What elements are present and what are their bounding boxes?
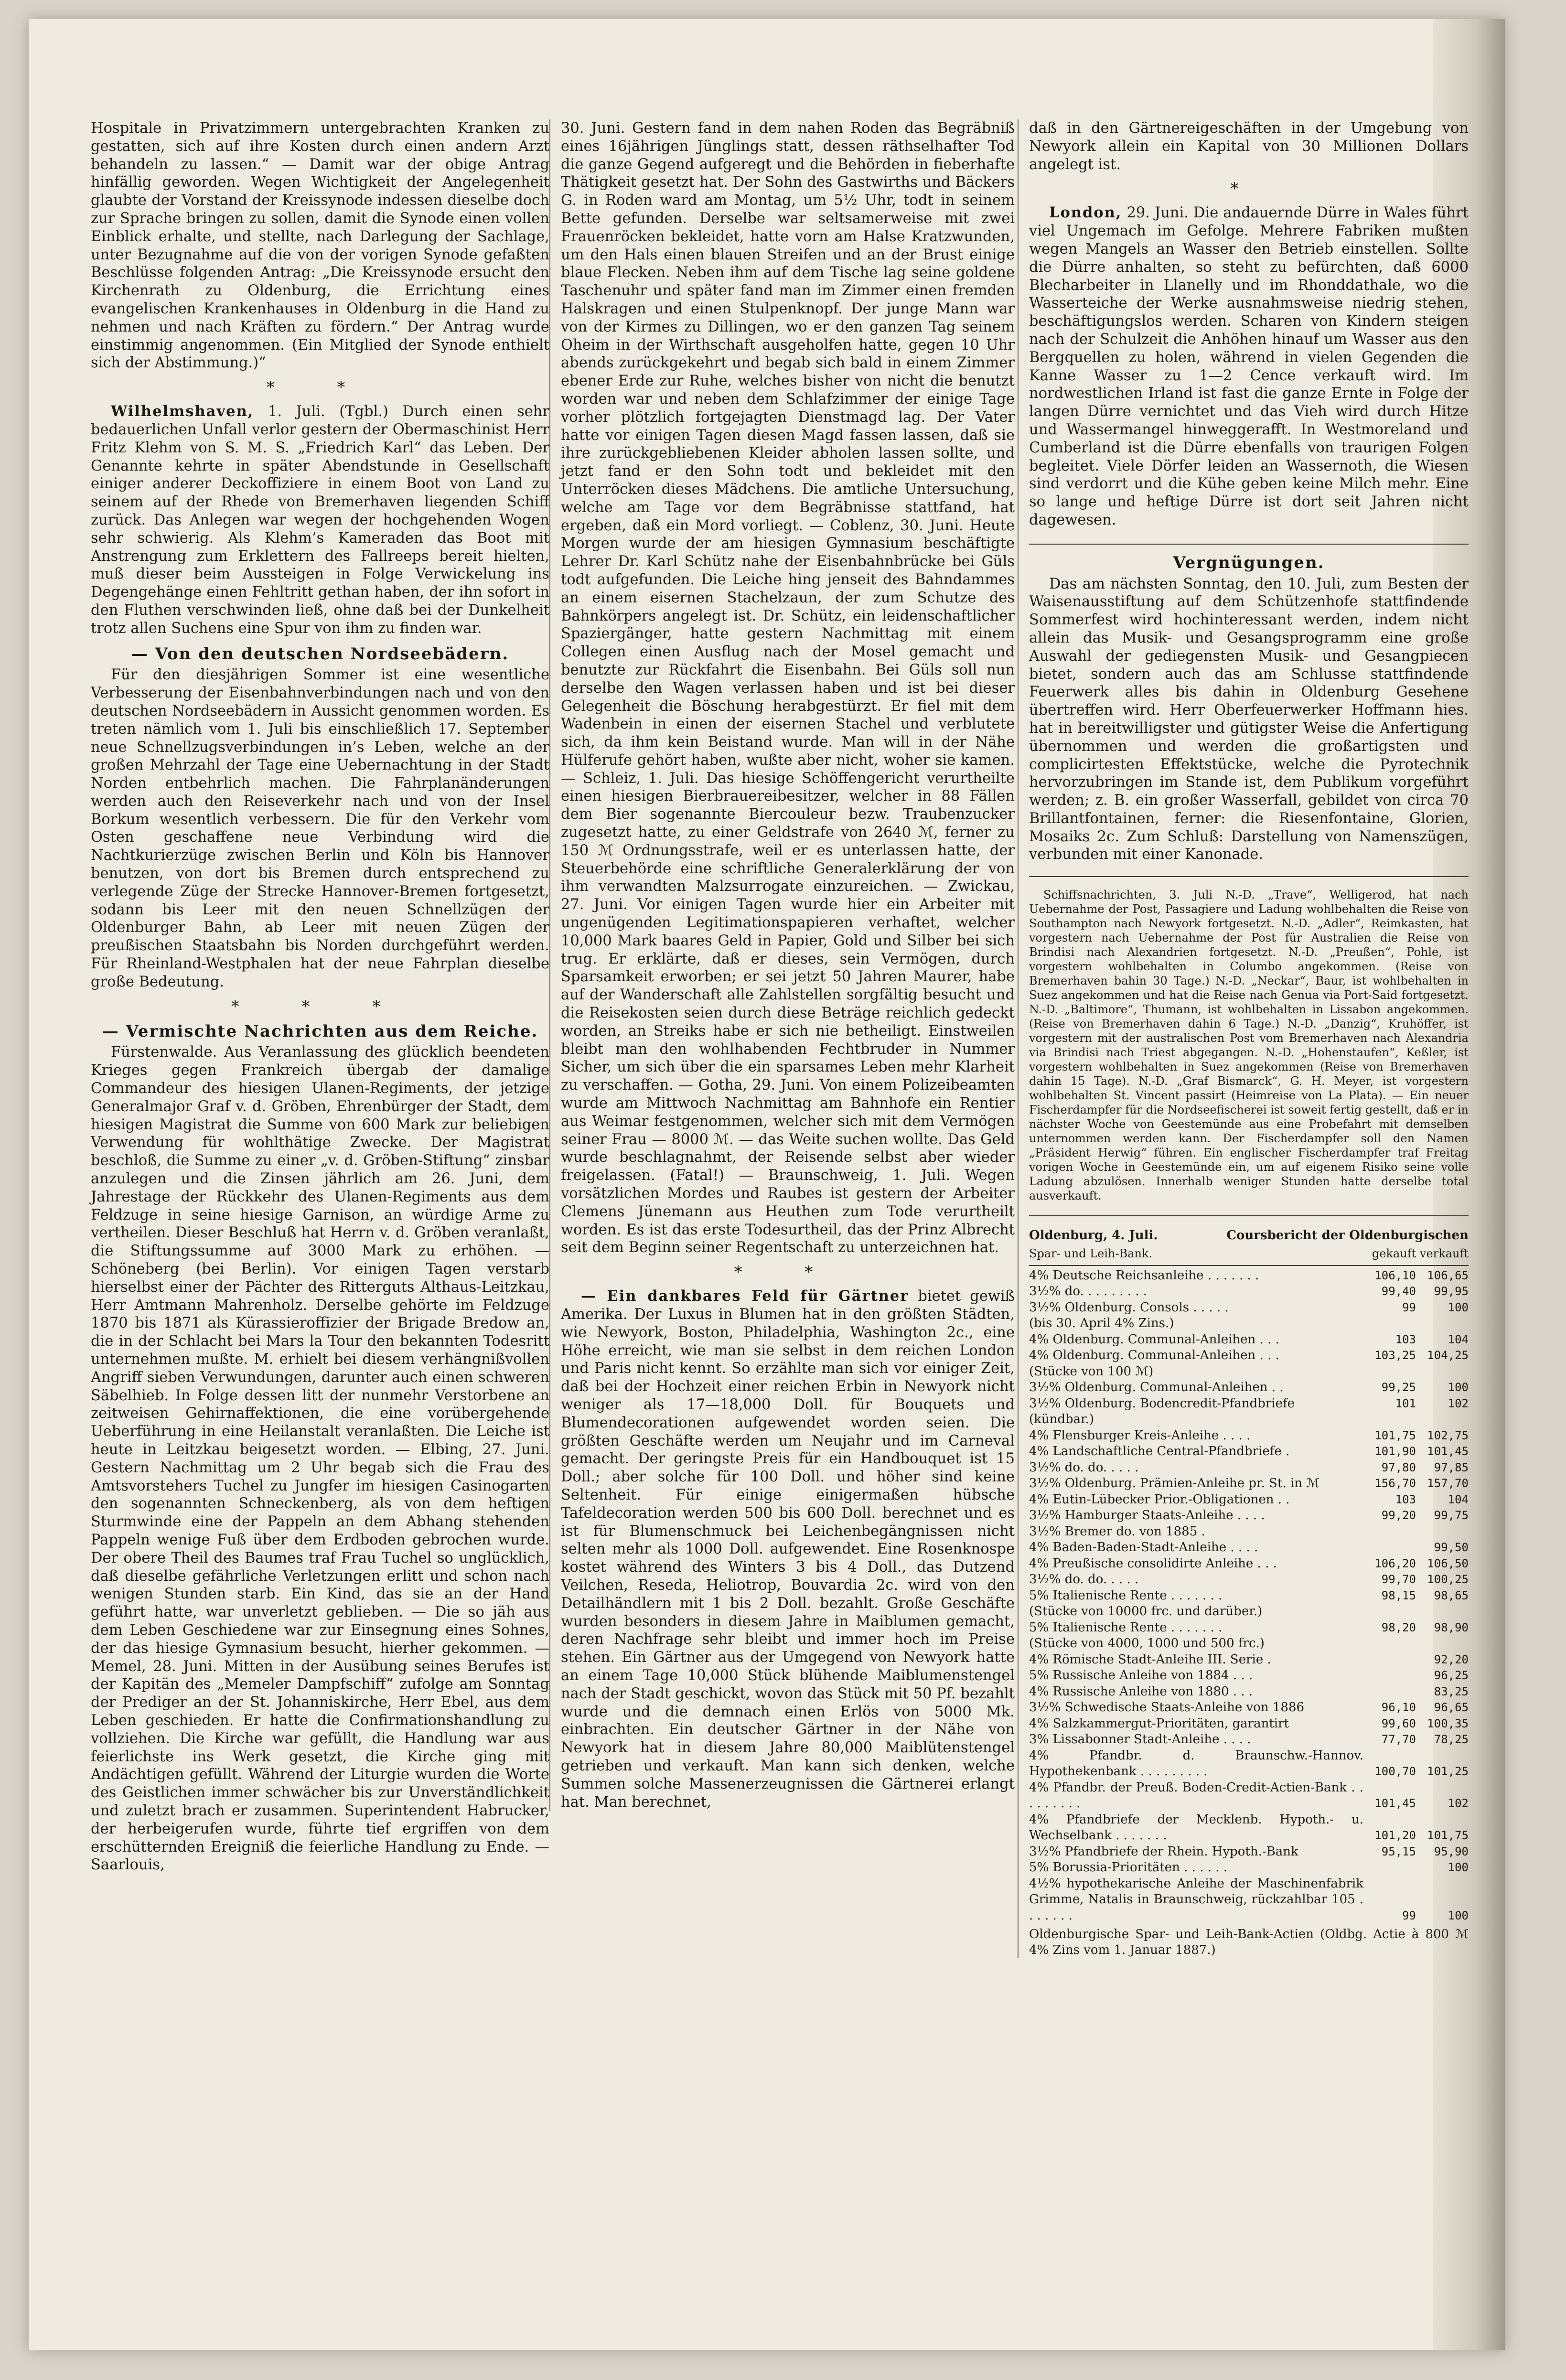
rates-bought-value: 99,25 bbox=[1381, 1381, 1416, 1394]
column-3 bbox=[1018, 119, 1469, 1958]
rates-row bbox=[1029, 1316, 1469, 1332]
rates-row bbox=[1029, 1540, 1469, 1556]
ship-news bbox=[1029, 888, 1469, 1203]
heading-dankbares-feld: — Ein dankbares Feld für Gärtner bbox=[581, 1287, 909, 1305]
rates-sold-value: 96,65 bbox=[1434, 1701, 1469, 1715]
rates-security-name: 5% Italienische Rente . . . . . . . bbox=[1029, 1620, 1223, 1635]
rates-bought-value bbox=[1363, 1860, 1416, 1876]
rates-bought-value: 100,70 bbox=[1374, 1765, 1416, 1779]
rates-sold-value: 104,25 bbox=[1427, 1349, 1469, 1362]
rates-sold-value: 101,45 bbox=[1427, 1445, 1469, 1458]
rates-row bbox=[1029, 1812, 1469, 1844]
rates-security-name: (Stücke von 10000 frc. und darüber.) bbox=[1029, 1604, 1263, 1619]
article-wilhelmshaven bbox=[91, 403, 549, 637]
rates-row bbox=[1029, 1860, 1469, 1876]
rates-security-name: 3½% do. do. . . . . bbox=[1029, 1572, 1139, 1587]
rates-row bbox=[1029, 1348, 1469, 1364]
rates-row bbox=[1029, 1668, 1469, 1684]
article-gaertner-end: daß in den Gärtnereigeschäften in der Umgebung von Newyork allein ein Kapital von 30 Millionen Dollars angelegt ist. bbox=[1029, 120, 1469, 173]
rates-sold-value: 98,65 bbox=[1434, 1588, 1469, 1602]
rates-bought-value: 98,20 bbox=[1381, 1620, 1416, 1634]
article-synod-end: Hospitale in Privatzimmern untergebrachten Kranken zu gestatten, sich auf ihre Kosten durch einen andern Arzt behandeln zu lassen.“ — Damit war der obige Antrag hinfällig geworden. Wegen Wichtigkeit der Angelegenheit glaubte der Vorstand der Kreissynode indessen dieselbe doch zur Sprache bringen zu sollen, damit die Synode einen vollen Einblick erhalte, und stellte, nach Darlegung der Sachlage, unter Bezugnahme auf die von der vorigen Synode gefaßten Beschlüsse folgenden Antrag: „Die Kreissynode ersucht den Kirchenrath zu Oldenburg, die Errichtung eines evangelischen Krankenhauses in Oldenburg in die Hand zu nehmen und nach Kräften zu fördern.“ Der Antrag wurde einstimmig angenommen. (Ein Mitglied der Synode enthielt sich der Abstimmung.)“ bbox=[91, 120, 549, 372]
rates-row bbox=[1029, 1844, 1469, 1860]
rates-bought-value bbox=[1363, 1540, 1416, 1556]
rates-row bbox=[1029, 1460, 1469, 1476]
rates-security-name: (kündbar.) bbox=[1029, 1412, 1094, 1427]
rates-row bbox=[1029, 1780, 1469, 1812]
rates-security-name: 4% Flensburger Kreis-Anleihe . . . . bbox=[1029, 1428, 1251, 1443]
rates-row bbox=[1029, 1604, 1469, 1620]
rates-security-name: 4% Eutin-Lübecker Prior.-Obligationen . . bbox=[1029, 1492, 1290, 1507]
rates-bought-value: 101,90 bbox=[1374, 1445, 1416, 1458]
rates-row bbox=[1029, 1652, 1469, 1668]
rates-header bbox=[1029, 1227, 1469, 1245]
rates-sold-value: 83,25 bbox=[1434, 1684, 1469, 1698]
rates-bought-value: 101,20 bbox=[1374, 1829, 1416, 1843]
rates-bought-value: 99,60 bbox=[1381, 1716, 1416, 1730]
rates-bought-value bbox=[1363, 1668, 1416, 1684]
rates-sold-value: 100 bbox=[1448, 1300, 1469, 1314]
rates-sold-value: 100 bbox=[1448, 1861, 1469, 1875]
rates-place: Oldenburg, 4. Juli. bbox=[1029, 1228, 1158, 1243]
rates-security-name: 5% Italienische Rente . . . . . . . bbox=[1029, 1588, 1223, 1603]
rates-bought-value: 77,70 bbox=[1381, 1733, 1416, 1747]
rates-security-name: 3½% Schwedische Staats-Anleihe von 1886 bbox=[1029, 1700, 1305, 1715]
rates-sold-value bbox=[1416, 1636, 1469, 1652]
rates-row bbox=[1029, 1396, 1469, 1412]
rates-bought-value bbox=[1363, 1636, 1416, 1652]
rates-row bbox=[1029, 1748, 1469, 1780]
rates-security-name: 4% Deutsche Reichsanleihe . . . . . . . bbox=[1029, 1268, 1259, 1283]
rates-columns bbox=[1372, 1245, 1469, 1263]
rates-sold-value: 102 bbox=[1448, 1396, 1469, 1410]
rates-bought-value: 97,80 bbox=[1381, 1460, 1416, 1474]
rates-security-name: 5% Russische Anleihe von 1884 . . . bbox=[1029, 1668, 1253, 1683]
article-vermischte-nachrichten: Fürstenwalde. Aus Veranlassung des glücklich beendeten Krieges gegen Frankreich übergab der damalige Commandeur des hiesigen Ulanen-Regiments, der jetzige Generalmajor Graf v. d. Gröben, Ehrenbürger der Stadt, dem hiesigen Magistrat die Summe von 600 Mark zur beliebigen Verwendung für wohlthätige Zwecke. Der Magistrat beschloß, die Summe zu einer „v. d. Gröben-Stiftung“ zinsbar anzulegen und die Zinsen jährlich am 26. Juni, dem Jahrestage der Rückkehr des Ulanen-Regiments aus dem Feldzuge in seine hiesige Garnison, an würdige Arme zu vertheilen. Dieser Beschluß hat Herrn v. d. Gröben veranlaßt, die Stiftungssumme auf 3000 Mark zu erhöhen. — Schöneberg (bei Berlin). Vor einigen Tagen verstarb hierselbst einer der Pächter des Ritterguts Althaus-Leitzkau, Herr Amtmann Mahrenholz. Derselbe gehörte im Feldzuge 1870 bis 1871 als Kürassieroffizier der Brigade Bredow an, die in der Schlacht bei Mars la Tour den bekannten Todesritt unternehmen mußte. M. erhielt bei diesem verhängnißvollen Angriff sieben Verwundungen, darunter auch einen schweren Säbelhieb. In Folge dessen litt der nunmehr Verstorbene an zeitweisen Gehirnaffektionen, die eine vorübergehende Ueberführung in eine Heilanstalt veranlaßten. Die Leiche ist heute in Leitzkau beigesetzt worden. — Elbing, 27. Juni. Gestern Nachmittag um 2 Uhr begab sich die Frau des Amtsvorstehers Tuchel zu Jungfer im hiesigen Casinogarten den sogenannten Schneckenberg, als von dem heftigen Sturmwinde eine der Pappeln an dem Abhang stehenden Pappeln wenige Fuß über dem Erdboden gebrochen wurde. Der obere Theil des Baumes traf Frau Tuchel so unglücklich, daß dieselbe gefährliche Verletzungen erlitt und schon nach wenigen Stunden starb. Ein Kind, das sie an der Hand geführt hatte, war unverletzt geblieben. — Die so jäh aus dem Leben Geschiedene war zur Einsegnung eines Sohnes, der das hiesige Gymnasium besucht, hierher gekommen. — Memel, 28. Juni. Mitten in der Ausübung seines Berufes ist der Kapitän des „Memeler Dampfschiff“ zufolge am Sonntag der Prediger an der St. Johanniskirche, Herr Ebel, aus dem Leben geschieden. Er hatte die Confirmationshandlung zu vollziehen. Die Kirche war gefüllt, die Handlung war aus feierlichste ins Werk gesetzt, die Kirche ging mit Andächtigen gefüllt. Während der Liturgie wurden die Worte des Geistlichen immer schwächer bis zur Unverständlichkeit und zuletzt brach er zusammen. Superintendent Habrucker, der herbeigerufen wurde, führte tief ergriffen von dem erschütternden Ereigniß die feierliche Handlung zu Ende. — Saarlouis, bbox=[91, 1044, 549, 1874]
rates-row bbox=[1029, 1508, 1469, 1524]
rates-security-name: 4% Preußische consolidirte Anleihe . . . bbox=[1029, 1556, 1277, 1571]
rates-row bbox=[1029, 1700, 1469, 1716]
rates-col-sold: verkauft bbox=[1419, 1247, 1469, 1261]
rates-row bbox=[1029, 1524, 1469, 1540]
rates-sold-value: 101,25 bbox=[1427, 1765, 1469, 1779]
rates-bought-value: 99,20 bbox=[1381, 1509, 1416, 1522]
rates-bought-value bbox=[1363, 1604, 1416, 1620]
section-separator: * * bbox=[266, 378, 374, 397]
rates-sold-value bbox=[1416, 1364, 1469, 1380]
rates-bought-value: 103 bbox=[1395, 1332, 1416, 1346]
rates-security-name: 3½% do. do. . . . . bbox=[1029, 1460, 1139, 1475]
rates-sold-value: 106,50 bbox=[1427, 1556, 1469, 1570]
rates-row bbox=[1029, 1268, 1469, 1284]
rates-security-name: 4% Landschaftliche Central-Pfandbriefe . bbox=[1029, 1444, 1290, 1459]
article-wilhelmshaven-text: 1. Juli. (Tgbl.) Durch einen sehr bedauerlichen Unfall verlor gestern der Obermaschinist Herr Fritz Klehm von S. M. S. „Friedrich Karl“ das Leben. Der Genannte kehrte in später Abendstunde in Gesellschaft einiger anderer Deckoffiziere in einem Boot von Land zu seinem auf der Rhede von Bremerhaven liegenden Schiff zurück. Das Anlegen war wegen der hochgehenden Wogen sehr schwierig. Als Klehm’s Kameraden das Boot mit Anstrengung zum Erklettern des Fallreeps bereit hielten, muß dieser beim Aussteigen in Folge Verwickelung ins Degengehänge einen Fehltritt gethan haben, der ihn sofort in den Fluthen verschwinden ließ, ohne daß bei der Dunkelheit trotz allen Suchens eine Spur von ihm zu finden war. bbox=[91, 403, 549, 637]
rates-row bbox=[1029, 1412, 1469, 1428]
rates-bought-value: 103,25 bbox=[1374, 1349, 1416, 1362]
rates-sold-value: 97,85 bbox=[1434, 1460, 1469, 1474]
rates-sold-value: 104 bbox=[1448, 1492, 1469, 1506]
rates-bought-value bbox=[1363, 1524, 1416, 1540]
rates-bought-value: 156,70 bbox=[1374, 1477, 1416, 1490]
article-gaertner bbox=[561, 1287, 1015, 1811]
rates-security-name: 4% Oldenburg. Communal-Anleihen . . . bbox=[1029, 1348, 1279, 1363]
rates-security-name: 4% Pfandbriefe der Mecklenb. Hypoth.- u. Wechselbank . . . . . . . bbox=[1029, 1812, 1363, 1843]
rates-sold-value: 157,70 bbox=[1427, 1477, 1469, 1490]
rates-security-name: 3½% Oldenburg. Communal-Anleihen . . bbox=[1029, 1380, 1284, 1395]
rates-bought-value bbox=[1363, 1412, 1416, 1428]
divider bbox=[1029, 1215, 1469, 1216]
rates-sold-value bbox=[1416, 1316, 1469, 1332]
newspaper-page bbox=[29, 19, 1505, 2350]
rates-footer: Oldenburgische Spar- und Leih-Bank-Actien (Oldbg. Actie à 800 ℳ 4% Zins vom 1. Januar 1887.) bbox=[1029, 1927, 1469, 1958]
rates-sold-value: 101,75 bbox=[1427, 1829, 1469, 1843]
rates-bought-value: 101,45 bbox=[1374, 1797, 1416, 1811]
rates-row bbox=[1029, 1444, 1469, 1460]
rates-security-name: 3% Lissabonner Stadt-Anleihe . . . . bbox=[1029, 1732, 1251, 1747]
exchange-rates bbox=[1029, 1227, 1469, 1958]
rates-security-name: 3½% Oldenburg. Bodencredit-Pfandbriefe bbox=[1029, 1396, 1295, 1411]
rates-bought-value: 106,10 bbox=[1374, 1268, 1416, 1282]
rates-security-name: 3½% Pfandbriefe der Rhein. Hypoth.-Bank bbox=[1029, 1844, 1298, 1859]
rates-subheader bbox=[1029, 1245, 1469, 1266]
rates-row bbox=[1029, 1300, 1469, 1316]
rates-row bbox=[1029, 1476, 1469, 1492]
rates-row bbox=[1029, 1684, 1469, 1700]
rates-sold-value: 100,35 bbox=[1427, 1716, 1469, 1730]
divider bbox=[1029, 876, 1469, 877]
rates-bought-value: 106,20 bbox=[1374, 1556, 1416, 1570]
rates-bought-value: 99,40 bbox=[1381, 1285, 1416, 1298]
dateline-wilhelmshaven: Wilhelmshaven, bbox=[111, 403, 254, 420]
rates-security-name: 3½% Bremer do. von 1885 . bbox=[1029, 1524, 1205, 1539]
rates-sold-value: 102 bbox=[1448, 1797, 1469, 1811]
rates-sold-value: 106,65 bbox=[1427, 1268, 1469, 1282]
rates-bought-value: 95,15 bbox=[1381, 1844, 1416, 1858]
rates-bought-value: 103 bbox=[1395, 1492, 1416, 1506]
rates-col-bought: gekauft bbox=[1372, 1247, 1416, 1261]
rates-security-name: 4% Russische Anleihe von 1880 . . . bbox=[1029, 1684, 1253, 1699]
rates-security-name: 4% Pfandbr. der Preuß. Boden-Credit-Actien-Bank . . . . . . . . . bbox=[1029, 1780, 1363, 1811]
rates-security-name: 5% Borussia-Prioritäten . . . . . . bbox=[1029, 1860, 1228, 1875]
rates-row bbox=[1029, 1380, 1469, 1396]
rates-bought-value: 101 bbox=[1395, 1396, 1416, 1410]
rates-sold-value bbox=[1416, 1604, 1469, 1620]
rates-bought-value: 101,75 bbox=[1374, 1428, 1416, 1442]
rates-security-name: 4% Salzkammergut-Prioritäten, garantirt bbox=[1029, 1716, 1289, 1731]
heading-nordseebaeder: — Von den deutschen Nordseebädern. bbox=[131, 644, 509, 664]
rates-sold-value: 100 bbox=[1448, 1908, 1469, 1922]
rates-security-name: 4½% hypothekarische Anleihe der Maschinenfabrik Grimme, Natalis in Braunschweig, rückzahlbar 105 . . . . . . . bbox=[1029, 1876, 1363, 1923]
rates-title: Coursbericht der Oldenburgischen bbox=[1226, 1228, 1469, 1243]
rates-row bbox=[1029, 1572, 1469, 1588]
rates-security-name: (Stücke von 100 ℳ) bbox=[1029, 1364, 1154, 1379]
rates-security-name: 3½% Hamburger Staats-Anleihe . . . . bbox=[1029, 1508, 1265, 1523]
rates-bought-value bbox=[1363, 1316, 1416, 1332]
rates-row bbox=[1029, 1556, 1469, 1572]
rates-row bbox=[1029, 1620, 1469, 1636]
rates-security-name: 4% Oldenburg. Communal-Anleihen . . . bbox=[1029, 1332, 1279, 1347]
rates-row bbox=[1029, 1876, 1469, 1924]
rates-sold-value: 100 bbox=[1448, 1381, 1469, 1394]
rates-security-name: (Stücke von 4000, 1000 und 500 frc.) bbox=[1029, 1636, 1265, 1651]
rates-bought-value bbox=[1363, 1684, 1416, 1700]
section-separator: * * * bbox=[231, 997, 409, 1016]
rates-row bbox=[1029, 1732, 1469, 1748]
heading-vergnuegungen: Vergnügungen. bbox=[1029, 544, 1469, 572]
article-london bbox=[1029, 204, 1469, 529]
section-separator: * * bbox=[734, 1263, 842, 1282]
section-separator: * bbox=[1230, 179, 1267, 199]
rates-bought-value: 99 bbox=[1402, 1300, 1416, 1314]
rates-table bbox=[1029, 1268, 1469, 1924]
rates-row bbox=[1029, 1588, 1469, 1604]
rates-row bbox=[1029, 1492, 1469, 1508]
rates-bank: Spar- und Leih-Bank. bbox=[1029, 1247, 1153, 1261]
rates-sold-value bbox=[1416, 1524, 1469, 1540]
rates-bought-value: 99,70 bbox=[1381, 1573, 1416, 1587]
rates-security-name: 4% Römische Stadt-Anleihe III. Serie . bbox=[1029, 1652, 1271, 1667]
rates-security-name: 3½% Oldenburg. Consols . . . . . bbox=[1029, 1300, 1229, 1315]
column-1 bbox=[91, 119, 549, 1874]
rates-sold-value: 102,75 bbox=[1427, 1428, 1469, 1442]
rates-sold-value: 100,25 bbox=[1427, 1573, 1469, 1587]
rates-row bbox=[1029, 1716, 1469, 1732]
rates-sold-value bbox=[1416, 1412, 1469, 1428]
rates-security-name: (bis 30. April 4% Zins.) bbox=[1029, 1316, 1174, 1331]
rates-security-name: 3½% do. . . . . . . . . bbox=[1029, 1284, 1148, 1299]
rates-row bbox=[1029, 1428, 1469, 1444]
rates-sold-value: 96,25 bbox=[1434, 1669, 1469, 1683]
rates-row bbox=[1029, 1332, 1469, 1348]
article-london-text: 29. Juni. Die andauernde Dürre in Wales führt viel Ungemach im Gefolge. Mehrere Fabriken mußten wegen Mangels an Wasser den Betrieb einstellen. Sollte die Dürre anhalten, so steht zu befürchten, daß 6000 Blecharbeiter in Llanelly und im Rhonddathale, wo die Wasserteiche der Werke ausnahmsweise niedrig stehen, beschäftigungslos werden. Scharen von Kindern steigen nach der Schulzeit die Anhöhen hinauf um Wasser aus den Bergquellen zu holen, während in vielen Gegenden die Kanne Wasser zu 1—2 Cence verkauft wird. Im nordwestlichen Irland ist fast die ganze Ernte in Folge der langen Dürre vernichtet und das Vieh wird durch Hitze und Wassermangel hinweggerafft. In Westmoreland und Cumberland ist die Dürre ebenfalls von traurigen Folgen begleitet. Viele Dörfer leiden an Wassernoth, die Wiesen sind verdorrt und die Kühe geben keine Milch mehr. Eine so lange und heftige Dürre ist dort seit Jahren nicht dagewesen. bbox=[1029, 204, 1469, 528]
rates-sold-value: 95,90 bbox=[1434, 1844, 1469, 1858]
rates-sold-value: 92,20 bbox=[1434, 1652, 1469, 1666]
dateline-london: London, bbox=[1049, 204, 1122, 222]
column-2 bbox=[549, 119, 1015, 1811]
rates-sold-value: 99,50 bbox=[1434, 1541, 1469, 1555]
ship-news-text: Schiffsnachrichten, 3. Juli N.-D. „Trave“, Welligerod, hat nach Uebernahme der Post, Passagiere und Ladung wohlbehalten die Reise von Southampton nach Newyork fortgesetzt. N.-D. „Adler“, Reimkasten, hat vorgestern nach Uebernahme der Post für Australien die Reise von Brindisi nach Alexandrien fortgesetzt. N.-D. „Preußen“, Pohle, ist vorgestern wohlbehalten in Columbo angekommen. (Reise von Bremerhaven bahin 30 Tage.) N.-D. „Neckar“, Baur, ist wohlbehalten in Suez angekommen und hat die Reise nach Genua via Port-Said fortgesetzt. N.-D. „Baltimore“, Thumann, ist wohlbehalten in Lissabon angekommen. (Reise von Bremerhaven dahin 6 Tage.) N.-D. „Danzig“, Kruhöffer, ist vorgestern mit der australischen Post vom Bremerhaven nach Alexandria via Brindisi nach Triest abgegangen. N.-D. „Hohenstaufen“, Keßler, ist vorgestern wohlbehalten in Suez angekommen (Reise von Bremerhaven dahin 15 Tage). N.-D. „Graf Bismarck“, G. H. Meyer, ist vorgestern wohlbehalten St. Vincent passirt (Heimreise von La Plata). — Ein neuer Fischerdampfer für die Nordseefischerei ist soweit fertig gestellt, daß er in nächster Woche von Geestemünde aus eine Probefahrt mit demselben unternommen werden kann. Der Fischerdampfer soll den Namen „Präsident Herwig“ führen. Ein englischer Fischerdampfer traf Freitag vorigen Woche in Geestemünde ein, um auf eigenem Risiko seine volle Ladung abzulösen. Innerhalb weniger Stunden hatte derselbe total ausverkauft. bbox=[1029, 888, 1469, 1203]
rates-bought-value: 99 bbox=[1402, 1908, 1416, 1922]
article-nordseebaeder: Für den diesjährigen Sommer ist eine wesentliche Verbesserung der Eisenbahnverbindungen nach und von den deutschen Nordseebädern in Aussicht genommen worden. Es treten nämlich vom 1. Juli bis einschließlich 17. September neue Schnellzugsverbindungen in’s Leben, welche an der großen Mehrzahl der Tage eine Uebernachtung in der Stadt Norden entbehrlich machen. Die Fahrplanänderungen werden auch den Reiseverkehr nach und von der Insel Borkum wesentlich verbessern. Die für den Verkehr vom Osten geschaffene neue Verbindung wird die Nachtkurierzüge zwischen Berlin und Köln bis Hannover benutzen, von dort bis Bremen durch entsprechend zu verlegende Züge der Strecke Hannover-Bremen fortgesetzt, sodann bis Leer mit den neuen Schnellzügen der Oldenburger Bahn, ab Leer mit neuen Zügen der preußischen Staatsbahn bis Norden durchgeführt werden. Für Rheinland-Westphalen hat der neue Fahrplan dieselbe große Bedeutung. bbox=[91, 666, 549, 990]
rates-bought-value bbox=[1363, 1364, 1416, 1380]
rates-row bbox=[1029, 1364, 1469, 1380]
rates-security-name: 3½% Oldenburg. Prämien-Anleihe pr. St. in ℳ bbox=[1029, 1476, 1320, 1491]
rates-security-name: 4% Baden-Baden-Stadt-Anleihe . . . . bbox=[1029, 1540, 1258, 1555]
rates-sold-value: 104 bbox=[1448, 1332, 1469, 1346]
rates-row bbox=[1029, 1284, 1469, 1300]
rates-row bbox=[1029, 1636, 1469, 1652]
rates-sold-value: 99,75 bbox=[1434, 1509, 1469, 1522]
article-vergnuegungen: Das am nächsten Sonntag, den 10. Juli, zum Besten der Waisenausstiftung auf dem Schützenhofe stattfindende Sommerfest wird hochinteressant werden, indem nicht allein das Musik- und Gesangsprogramm eine große Auswahl der gediegensten Musik- und Gesangpiecen bietet, sondern auch das am Schlusse stattfindende Feuerwerk alles bis dahin in Oldenburg Gesehene übertreffen wird. Herr Oberfeuerwerker Hoffmann hies. hat in bereitwilligster und gütigster Weise die Anfertigung übernommen und werden die großartigsten und complicirtesten Effektstücke, welche die Pyrotechnik hervorzubringen im Stande ist, dem Publikum vorgeführt werden; z. B. ein großer Wasserfall, gebildet von circa 70 Brillantfontainen, ferner: die Riesenfontaine, Glorien, Mosaiks 2c. Zum Schluß: Darstellung von Namenszügen, verbunden mit einer Kanonade. bbox=[1029, 575, 1469, 863]
rates-bought-value: 96,10 bbox=[1381, 1701, 1416, 1715]
article-gaertner-text: bietet gewiß Amerika. Der Luxus in Blumen hat in den größten Städten, wie Newyork, Boston, Philadelphia, Washington 2c., eine Höhe erreicht, wie man sie selbst in dem reichen London und Paris nicht kennt. So erzählte man sich vor einiger Zeit, daß bei der Hochzeit einer reichen Erbin in Newyork nicht weniger als 17—18,000 Doll. für Bouquets und Blumendecorationen aufgewendet worden seien. Die größten Geschäfte werden um Neujahr und im Carneval gemacht. Der geringste Preis für ein Handbouquet ist 15 Doll.; aber solche für 100 Doll. und höher sind keine Seltenheit. Für einige einigermaßen hübsche Tafeldecoration werden 500 bis 600 Doll. berechnet und es ist für Blumenschmuck bei Leichenbegängnissen nicht selten mehr als 1000 Doll. aufgewendet. Eine Rosenknospe kostet während des Winters 3 bis 4 Doll., das Dutzend Veilchen, Reseda, Heliotrop, Bouvardia 2c. wird von den Detailhändlern mit 1 bis 2 Doll. bezahlt. Große Geschäfte wurden besonders in diesem Jahre in Maiblumen gemacht, deren Nachfrage sehr bleibt und immer hoch im Preise stehen. Ein Gärtner aus der Umgegend von Newyork hatte an einem Tage 10,000 Stück blühende Maiblumenstengel nach der Stadt geschickt, wovon das Stück mit 50 Pf. bezahlt wurde und die demnach einen Erlös von 5000 Mk. einbrachten. Ein deutscher Gärtner in der Nähe von Newyork hat in diesem Jahre 80,000 Maiblütenstengel getrieben und verkauft. Man kann sich denken, welche Summen solche Massenerzeugnissen die Gärtnerei erlangt hat. Man berechnet, bbox=[561, 1288, 1015, 1811]
rates-sold-value: 98,90 bbox=[1434, 1620, 1469, 1634]
rates-sold-value: 99,95 bbox=[1434, 1285, 1469, 1298]
rates-security-name: 4% Pfandbr. d. Braunschw.-Hannov. Hypothekenbank . . . . . . . . . bbox=[1029, 1748, 1363, 1779]
rates-bought-value: 98,15 bbox=[1381, 1588, 1416, 1602]
rates-sold-value: 78,25 bbox=[1434, 1733, 1469, 1747]
rates-bought-value bbox=[1363, 1652, 1416, 1668]
heading-vermischte-nachrichten: — Vermischte Nachrichten aus dem Reiche. bbox=[102, 1021, 538, 1041]
article-roden-continued: 30. Juni. Gestern fand in dem nahen Roden das Begräbniß eines 16jährigen Jünglings statt, dessen räthselhafter Tod die ganze Gegend aufgeregt und die Behörden in fieberhafte Thätigkeit gesetzt hat. Der Sohn des Gastwirths und Bäckers G. in Roden ward am Montag, um 5½ Uhr, todt in seinem Bette gefunden. Derselbe war seltsamerweise mit zwei Frauenröcken bekleidet, hatte vorn am Halse Kratzwunden, um den Hals einen blauen Streifen und an der Brust einige blaue Flecken. Neben ihm auf dem Tische lag seine goldene Taschenuhr und später fand man im Zimmer einen fremden Halskragen und einen Stulpenknopf. Der junge Mann war von der Kirmes zu Dillingen, wo er den ganzen Tag seinem Oheim in der Wirthschaft ausgeholfen hatte, gegen 10 Uhr abends zurückgekehrt und begab sich bald in einem Zimmer ebener Erde zur Ruhe, welches bisher von nicht die benutzt worden war und neben dem Schlafzimmer der einige Tage vorher plötzlich fortgejagten Dienstmagd lag. Der Vater hatte vor einigen Tagen diesen Magd fassen lassen, daß sie ihre zurückgebliebenen Kleider abholen lassen sollte, und jetzt fand er den Sohn todt und bekleidet mit den Unterröcken dieses Mädchens. Die amtliche Untersuchung, welche am Tage vor dem Begräbnisse stattfand, hat ergeben, daß ein Mord vorliegt. — Coblenz, 30. Juni. Heute Morgen wurde der am hiesigen Gymnasium beschäftigte Lehrer Dr. Karl Schütz nahe der Eisenbahnbrücke bei Güls todt aufgefunden. Die Leiche hing jenseit des Bahndammes an einem eisernen Stachelzaun, der zum Schutze des Bahnkörpers angelegt ist. Dr. Schütz, ein leidenschaftlicher Spaziergänger, hatte gestern Nachmittag mit einem Collegen einen Ausflug nach der Mosel gemacht und benutzte zur Rückfahrt die Eisenbahn. Bei Güls soll nun derselbe den Wagen verlassen haben und ist bei dieser Gelegenheit die Böschung herabgestürzt. Er fiel mit dem Wadenbein in einen der eisernen Stachel und verblutete sich, da ihm kein Beistand wurde. Man will in der Nähe Hülferufe gehört haben, wußte aber nicht, woher sie kamen. — Schleiz, 1. Juli. Das hiesige Schöffengericht verurtheilte einen hiesigen Bierbrauereibesitzer, welcher in 88 Fällen dem Bier sogenannte Biercouleur bezw. Traubenzucker zugesetzt hatte, zu einer Geldstrafe von 2640 ℳ, ferner zu 150 ℳ Ordnungsstrafe, weil er es unterlassen hatte, der Steuerbehörde eine schriftliche Generalerklärung der von ihm verwandten Malzsurrogate einzureichen. — Zwickau, 27. Juni. Vor einigen Tagen wurde hier ein Arbeiter mit ungenügenden Legitimationspapieren verhaftet, welcher 10,000 Mark baares Geld in Papier, Gold und Silber bei sich trug. Er erklärte, daß er dieses, sein Vermögen, durch Sparsamkeit erworben; er sei jetzt 50 Jahren Maurer, habe auf der Wanderschaft alle Zahlstellen sorgfältig besucht und die Reisekosten seien durch diese Beträge reichlich gedeckt worden, an Streiks habe er sich nie betheiligt. Einstweilen bleibt man den wohlhabenden Fechtbruder in Nummer Sicher, um sich über die ein sparsames Leben mehr Klarheit zu verschaffen. — Gotha, 29. Juni. Von einem Polizeibeamten wurde am Mittwoch Nachmittag am Bahnhofe ein Rentier aus Weimar festgenommen, welcher sich mit dem Vermögen seiner Frau — 8000 ℳ. — das Weite suchen wollte. Das Geld wurde beschlagnahmt, der Reisende selbst aber wieder freigelassen. (Fatal!) — Braunschweig, 1. Juli. Wegen vorsätzlichen Mordes und Raubes ist gestern der Arbeiter Clemens Jünemann aus Heuthen zum Tode verurtheilt worden. Es ist das erste Todesurtheil, das der Prinz Albrecht seit dem Beginn seiner Regentschaft zu unterzeichnen hat. bbox=[561, 120, 1015, 1256]
